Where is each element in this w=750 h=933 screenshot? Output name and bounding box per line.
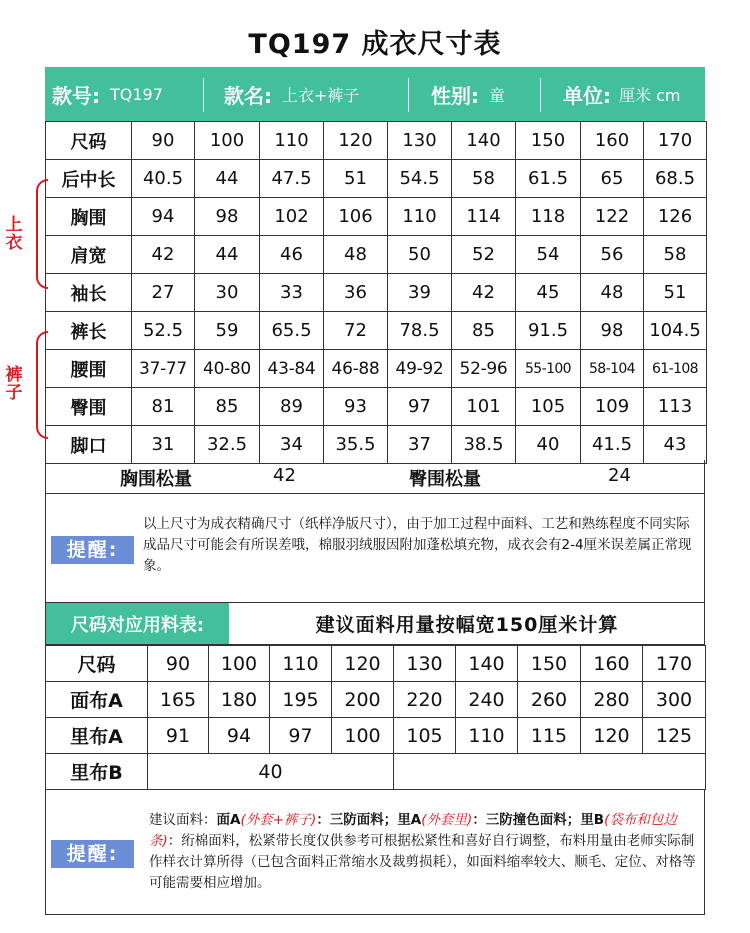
- table-cell: 58: [644, 236, 707, 274]
- row-label: 臀围: [46, 388, 132, 426]
- table-cell: 35.5: [324, 426, 388, 464]
- table-cell: 48: [324, 236, 388, 274]
- table-cell: 32.5: [195, 426, 260, 464]
- table-row: [46, 350, 707, 388]
- row-label: 胸围: [46, 198, 132, 236]
- table-cell: 110: [260, 122, 324, 160]
- empty-cell: [394, 754, 706, 790]
- table-cell: 93: [324, 388, 388, 426]
- table-cell: 125: [643, 718, 706, 754]
- table-cell: 140: [456, 646, 518, 682]
- table-cell: 97: [270, 718, 332, 754]
- table-cell: 150: [518, 646, 581, 682]
- header-divider: [540, 78, 541, 112]
- table-row: [46, 312, 707, 350]
- table-cell: 300: [643, 682, 706, 718]
- table-cell: 46-88: [324, 350, 388, 388]
- table-cell: 38.5: [452, 426, 516, 464]
- note-part: 建议面料：: [149, 812, 217, 828]
- table-row: [46, 682, 706, 718]
- table-cell: 260: [518, 682, 581, 718]
- table-cell: 105: [394, 718, 456, 754]
- table-cell: 170: [643, 646, 706, 682]
- table-row: [46, 646, 706, 682]
- table-cell: 120: [324, 122, 388, 160]
- table-cell: 81: [132, 388, 195, 426]
- header-bar: [45, 67, 705, 122]
- reminder-badge: 提醒:: [51, 536, 134, 564]
- table-cell: 101: [452, 388, 516, 426]
- table-cell: 89: [260, 388, 324, 426]
- style-no-label: 款号:: [52, 84, 100, 108]
- table-cell: 58: [452, 160, 516, 198]
- table-cell: 34: [260, 426, 324, 464]
- header-divider: [203, 78, 204, 112]
- table-cell: 40: [148, 754, 394, 790]
- table-cell: 51: [644, 274, 707, 312]
- table-cell: 51: [324, 160, 388, 198]
- table-cell: 140: [452, 122, 516, 160]
- header-divider: [408, 78, 409, 112]
- table-cell: 105: [516, 388, 581, 426]
- style-name-label: 款名:: [224, 84, 272, 108]
- table-cell: 31: [132, 426, 195, 464]
- table-cell: 110: [388, 198, 452, 236]
- table-cell: 98: [581, 312, 644, 350]
- table-cell: 45: [516, 274, 581, 312]
- table-row: [46, 236, 707, 274]
- reminder-text: 以上尺寸为成衣精确尺寸（纸样净版尺寸），由于加工过程中面料、工艺和熟练程度不同实际成品尺寸可能会有所误差哦，棉服羽绒服因附加蓬松填充物，成衣会有2-4厘米误差属正常现象。: [143, 516, 692, 574]
- table-cell: 180: [209, 682, 270, 718]
- table-cell: 59: [195, 312, 260, 350]
- table-cell: 160: [581, 646, 643, 682]
- table-cell: 91: [148, 718, 209, 754]
- table-cell: 85: [195, 388, 260, 426]
- row-label: 腰围: [46, 350, 132, 388]
- table-cell: 27: [132, 274, 195, 312]
- row-label: 后中长: [46, 160, 132, 198]
- row-label: 尺码: [46, 122, 132, 160]
- table-cell: 130: [394, 646, 456, 682]
- table-row: [46, 198, 707, 236]
- table-cell: 33: [260, 274, 324, 312]
- table-cell: 54.5: [388, 160, 452, 198]
- table-cell: 37-77: [132, 350, 195, 388]
- table-cell: 52: [452, 236, 516, 274]
- gender-label: 性别:: [431, 84, 479, 108]
- fabric-table-title: 建议面料用量按幅宽150厘米计算: [315, 614, 619, 636]
- row-label: 尺码: [46, 646, 148, 682]
- note-part: 面A: [216, 812, 241, 828]
- table-cell: 90: [148, 646, 209, 682]
- table-cell: 122: [581, 198, 644, 236]
- table-cell: 97: [388, 388, 452, 426]
- reminder-box: [45, 494, 705, 603]
- table-row: [46, 274, 707, 312]
- size-table: [45, 121, 707, 464]
- row-label: 袖长: [46, 274, 132, 312]
- gender-cell: [409, 67, 540, 122]
- ease-row: [45, 460, 705, 494]
- note-part: 里A: [397, 812, 422, 828]
- table-cell: 114: [452, 198, 516, 236]
- table-cell: 120: [332, 646, 394, 682]
- table-cell: 98: [195, 198, 260, 236]
- note-part: (外套+裤子): [240, 812, 317, 828]
- row-label: 里布B: [46, 754, 148, 790]
- fabric-reminder-box: [45, 790, 705, 915]
- table-cell: 102: [260, 198, 324, 236]
- unit-label: 单位:: [563, 84, 611, 108]
- chest-ease-label: 胸围松量: [120, 469, 192, 490]
- row-label: 裤长: [46, 312, 132, 350]
- table-cell: 280: [581, 682, 643, 718]
- style-name-value: 上衣+裤子: [282, 86, 360, 105]
- table-row: [46, 718, 706, 754]
- table-cell: 58-104: [581, 350, 644, 388]
- table-cell: 48: [581, 274, 644, 312]
- fabric-table-tag: 尺码对应用料表:: [46, 603, 229, 644]
- table-cell: 37: [388, 426, 452, 464]
- fabric-table: [45, 645, 706, 790]
- table-cell: 220: [394, 682, 456, 718]
- bottom-garment-label: 裤子: [5, 365, 23, 403]
- table-cell: 43: [644, 426, 707, 464]
- style-no-cell: [45, 67, 203, 122]
- table-cell: 52-96: [452, 350, 516, 388]
- bottom-bracket: [36, 331, 48, 439]
- fabric-reminder-badge: 提醒:: [51, 840, 134, 868]
- table-cell: 61-108: [644, 350, 707, 388]
- table-row: [46, 754, 706, 790]
- chest-ease-value: 42: [273, 465, 296, 486]
- table-cell: 49-92: [388, 350, 452, 388]
- table-cell: 118: [516, 198, 581, 236]
- row-label: 里布A: [46, 718, 148, 754]
- style-name-cell: [204, 67, 408, 122]
- table-cell: 43-84: [260, 350, 324, 388]
- note-part: (外套里): [421, 812, 473, 828]
- table-cell: 72: [324, 312, 388, 350]
- table-cell: 44: [195, 236, 260, 274]
- table-cell: 120: [581, 718, 643, 754]
- page-title: TQ197 成衣尺寸表: [248, 29, 502, 60]
- table-cell: 50: [388, 236, 452, 274]
- table-cell: 78.5: [388, 312, 452, 350]
- table-cell: 42: [132, 236, 195, 274]
- top-bracket: [36, 179, 48, 289]
- table-cell: 160: [581, 122, 644, 160]
- table-cell: 100: [195, 122, 260, 160]
- note-part: (袋布和包边条): [149, 812, 677, 849]
- table-cell: 165: [148, 682, 209, 718]
- note-part: ：三防面料；: [316, 812, 398, 828]
- table-cell: 100: [332, 718, 394, 754]
- table-cell: 42: [452, 274, 516, 312]
- table-cell: 61.5: [516, 160, 581, 198]
- table-cell: 150: [516, 122, 581, 160]
- row-label: 脚口: [46, 426, 132, 464]
- table-row: [46, 388, 707, 426]
- fabric-reminder-text: [149, 810, 699, 894]
- table-cell: 200: [332, 682, 394, 718]
- table-cell: 126: [644, 198, 707, 236]
- table-cell: 40: [516, 426, 581, 464]
- table-cell: 30: [195, 274, 260, 312]
- unit-cell: [541, 67, 703, 122]
- table-cell: 90: [132, 122, 195, 160]
- row-label: 肩宽: [46, 236, 132, 274]
- table-row: [46, 122, 707, 160]
- table-cell: 55-100: [516, 350, 581, 388]
- note-part: 里B: [580, 812, 605, 828]
- table-cell: 240: [456, 682, 518, 718]
- table-cell: 36: [324, 274, 388, 312]
- style-no-value: TQ197: [110, 85, 163, 104]
- table-cell: 106: [324, 198, 388, 236]
- table-cell: 100: [209, 646, 270, 682]
- table-cell: 91.5: [516, 312, 581, 350]
- table-cell: 110: [456, 718, 518, 754]
- table-cell: 110: [270, 646, 332, 682]
- note-part: ：绗棉面料，松紧带长度仅供参考可根据松紧性和喜好自行调整，布料用量由老师实际制作样衣计算所得（已包含面料正常缩水及裁剪损耗），如面料缩率较大、顺毛、定位、对格等可能需要相应增加。: [149, 833, 696, 891]
- hip-ease-value: 24: [608, 465, 631, 486]
- table-cell: 40-80: [195, 350, 260, 388]
- unit-value: 厘米 cm: [619, 86, 681, 105]
- table-cell: 40.5: [132, 160, 195, 198]
- table-row: [46, 426, 707, 464]
- hip-ease-label: 臀围松量: [409, 469, 481, 490]
- table-cell: 130: [388, 122, 452, 160]
- table-cell: 113: [644, 388, 707, 426]
- row-label: 面布A: [46, 682, 148, 718]
- table-cell: 195: [270, 682, 332, 718]
- table-cell: 115: [518, 718, 581, 754]
- table-cell: 94: [132, 198, 195, 236]
- table-cell: 65.5: [260, 312, 324, 350]
- fabric-header: [45, 603, 705, 645]
- table-cell: 47.5: [260, 160, 324, 198]
- table-cell: 170: [644, 122, 707, 160]
- note-part: ：三防撞色面料；: [472, 812, 581, 828]
- table-cell: 109: [581, 388, 644, 426]
- gender-value: 童: [489, 86, 506, 105]
- table-cell: 104.5: [644, 312, 707, 350]
- table-cell: 44: [195, 160, 260, 198]
- table-cell: 68.5: [644, 160, 707, 198]
- table-cell: 46: [260, 236, 324, 274]
- table-cell: 54: [516, 236, 581, 274]
- table-cell: 41.5: [581, 426, 644, 464]
- table-cell: 56: [581, 236, 644, 274]
- table-cell: 85: [452, 312, 516, 350]
- table-cell: 52.5: [132, 312, 195, 350]
- table-cell: 94: [209, 718, 270, 754]
- table-cell: 39: [388, 274, 452, 312]
- table-row: [46, 160, 707, 198]
- top-garment-label: 上衣: [5, 215, 23, 253]
- table-cell: 65: [581, 160, 644, 198]
